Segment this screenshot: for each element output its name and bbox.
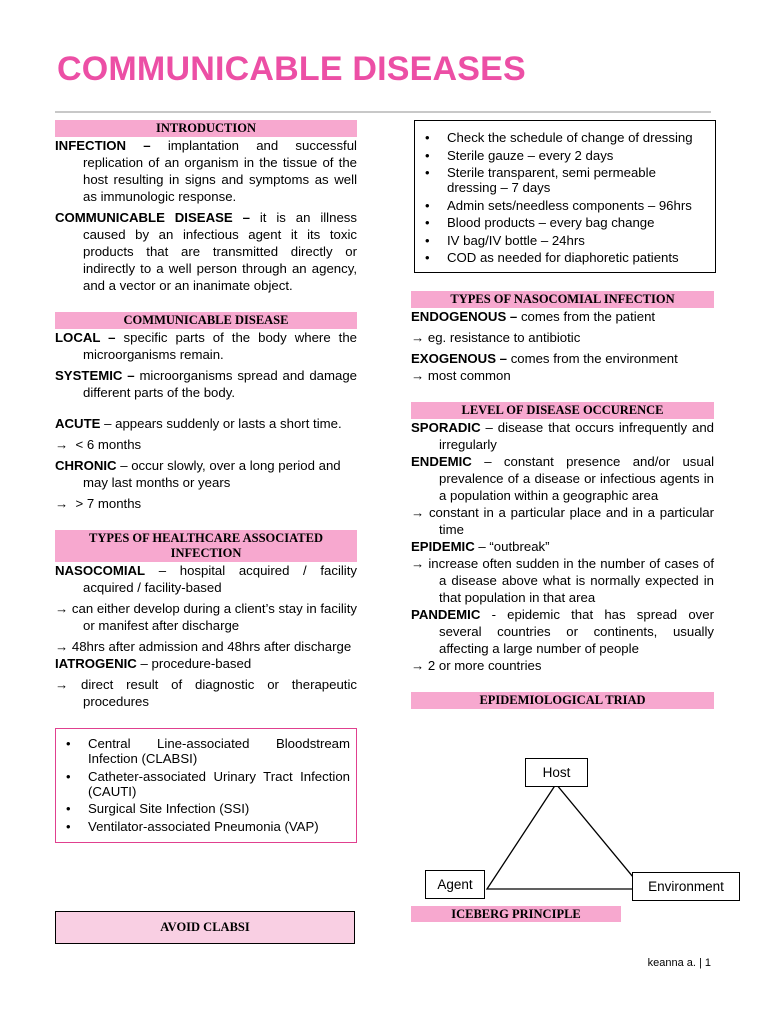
definition-systemic (55, 367, 357, 401)
section-header-healthcare-associated-infection: TYPES OF HEALTHCARE ASSOCIATED INFECTION (55, 530, 357, 562)
definition-local (55, 329, 357, 363)
definition-exogenous (411, 350, 714, 367)
definition-acute (55, 415, 357, 432)
exogenous-definition: comes from the environment (510, 350, 678, 366)
section-header-introduction: INTRODUCTION (55, 120, 357, 137)
arrow-icon: → (411, 329, 425, 345)
section-header-communicable-disease: COMMUNICABLE DISEASE (55, 312, 357, 329)
iatrogenic-definition: – procedure-based (140, 656, 252, 671)
term-systemic: SYSTEMIC – (55, 368, 135, 383)
definition-epidemic (411, 538, 714, 555)
endemic-note-text: constant in a particular place and in a particular time (428, 504, 714, 537)
triad-node-environment: Environment (632, 872, 740, 901)
hai-note-3 (55, 676, 357, 710)
term-endemic: ENDEMIC (411, 453, 472, 469)
triad-node-host: Host (525, 758, 588, 787)
hai-note-2-text: 48hrs after admission and 48hrs after discharge (71, 639, 352, 654)
sporadic-definition: – disease that occurs infrequently and irregularly (439, 419, 714, 452)
arrow-icon: → (55, 437, 69, 452)
epidemic-note (411, 555, 714, 606)
list-item: • Catheter-associated Urinary Tract Infection (CAUTI) (56, 769, 350, 799)
term-epidemic: EPIDEMIC (411, 538, 475, 554)
acute-definition: – appears suddenly or lasts a short time. (104, 416, 342, 431)
acute-note (55, 436, 357, 453)
right-column (411, 120, 714, 709)
section-header-epidemiological-triad: EPIDEMIOLOGICAL TRIAD (411, 692, 714, 709)
chronic-note (55, 495, 357, 512)
left-column (55, 120, 357, 843)
endogenous-definition: comes from the patient (520, 308, 656, 324)
endogenous-note-text: eg. resistance to antibiotic (427, 329, 581, 345)
definition-nasocomial (55, 562, 357, 596)
epidemic-definition: – “outbreak” (478, 538, 550, 554)
arrow-icon: → (55, 601, 69, 616)
definition-sporadic (411, 419, 714, 453)
term-endogenous: ENDOGENOUS – (411, 308, 518, 324)
acute-note-text: < 6 months (75, 437, 142, 452)
term-local: LOCAL – (55, 330, 116, 345)
triad-triangle-shape (487, 784, 643, 889)
pandemic-definition: - epidemic that has spread over several countries or continents, usually affecting a large number of people (439, 606, 714, 656)
local-definition: specific parts of the body where the microorganisms remain. (83, 330, 357, 362)
list-item: • COD as needed for diaphoretic patients (415, 250, 709, 265)
chronic-note-text: > 7 months (75, 496, 142, 511)
arrow-icon: → (55, 677, 69, 692)
arrow-icon: → (411, 657, 425, 673)
arrow-icon: → (55, 496, 69, 511)
section-header-iceberg-principle: ICEBERG PRINCIPLE (411, 906, 621, 922)
chronic-definition: – occur slowly, over a long period and may last months or years (83, 458, 341, 490)
endogenous-note (411, 329, 714, 346)
epidemiological-triad-diagram (411, 756, 741, 906)
term-nasocomial: NASOCOMIAL (55, 563, 146, 578)
list-item: • Sterile gauze – every 2 days (415, 148, 709, 163)
systemic-definition: microorganisms spread and damage different parts of the body. (83, 368, 357, 400)
definition-chronic (55, 457, 357, 491)
dressing-list-box (414, 120, 716, 273)
triad-node-agent: Agent (425, 870, 485, 899)
section-header-disease-occurrence: LEVEL OF DISEASE OCCURENCE (411, 402, 714, 419)
dressing-list (415, 130, 709, 265)
infection-definition: implantation and successful replication of an organism in the tissue of the host resulting in signs and symptoms as well as immunologic response. (83, 138, 357, 204)
term-infection: INFECTION – (55, 138, 151, 153)
list-item: • Surgical Site Infection (SSI) (56, 801, 350, 816)
endemic-definition: – constant presence and/or usual prevalence of a disease or infectious agents in a population within a geographic area (439, 453, 714, 503)
nasocomial-definition: – hospital acquired / facility acquired / facility-based (83, 563, 357, 595)
endemic-note (411, 504, 714, 538)
pandemic-note (411, 657, 714, 674)
list-item: • Admin sets/needless components – 96hrs (415, 198, 709, 213)
title-divider (55, 111, 711, 113)
arrow-icon: → (411, 367, 425, 383)
term-sporadic: SPORADIC (411, 419, 481, 435)
hai-list (56, 736, 350, 834)
exogenous-note-text: most common (427, 367, 511, 383)
exogenous-note (411, 367, 714, 384)
arrow-icon: → (411, 504, 425, 520)
list-item: • Blood products – every bag change (415, 215, 709, 230)
pandemic-note-text: 2 or more countries (427, 657, 542, 673)
hai-list-box (55, 728, 357, 843)
definition-iatrogenic (55, 655, 357, 672)
term-communicable-disease: COMMUNICABLE DISEASE – (55, 210, 250, 225)
list-item: • Central Line-associated Bloodstream Infection (CLABSI) (56, 736, 350, 766)
arrow-icon: → (55, 639, 69, 654)
hai-note-2 (55, 638, 357, 655)
list-item: • IV bag/IV bottle – 24hrs (415, 233, 709, 248)
hai-note-1 (55, 600, 357, 634)
definition-endemic (411, 453, 714, 504)
list-item: • Check the schedule of change of dressing (415, 130, 709, 145)
definition-endogenous (411, 308, 714, 325)
term-iatrogenic: IATROGENIC (55, 656, 137, 671)
page-title: COMMUNICABLE DISEASES (57, 50, 526, 88)
avoid-clabsi-box: AVOID CLABSI (55, 911, 355, 944)
definition-communicable-disease (55, 209, 357, 294)
hai-note-3-text: direct result of diagnostic or therapeutic procedures (81, 677, 357, 709)
page-footer: keanna a. | 1 (647, 957, 711, 969)
term-chronic: CHRONIC (55, 458, 117, 473)
communicable-definition: it is an illness caused by an infectious agent it its toxic products that are transmitted directly or indirectly to a well person through an agency, and a vector or an inanimate object. (83, 210, 357, 293)
term-pandemic: PANDEMIC (411, 606, 481, 622)
section-header-nasocomial-types: TYPES OF NASOCOMIAL INFECTION (411, 291, 714, 308)
list-item: • Ventilator-associated Pneumonia (VAP) (56, 819, 350, 834)
definition-pandemic (411, 606, 714, 657)
epidemic-note-text: increase often sudden in the number of cases of a disease above what is normally expected in that population in that area (428, 555, 714, 605)
arrow-icon: → (411, 555, 425, 571)
hai-note-1-text: can either develop during a client’s stay in facility or manifest after discharge (71, 601, 357, 633)
list-item: • Sterile transparent, semi permeable dressing – 7 days (415, 165, 709, 195)
definition-infection (55, 137, 357, 205)
term-exogenous: EXOGENOUS – (411, 350, 508, 366)
term-acute: ACUTE (55, 416, 101, 431)
